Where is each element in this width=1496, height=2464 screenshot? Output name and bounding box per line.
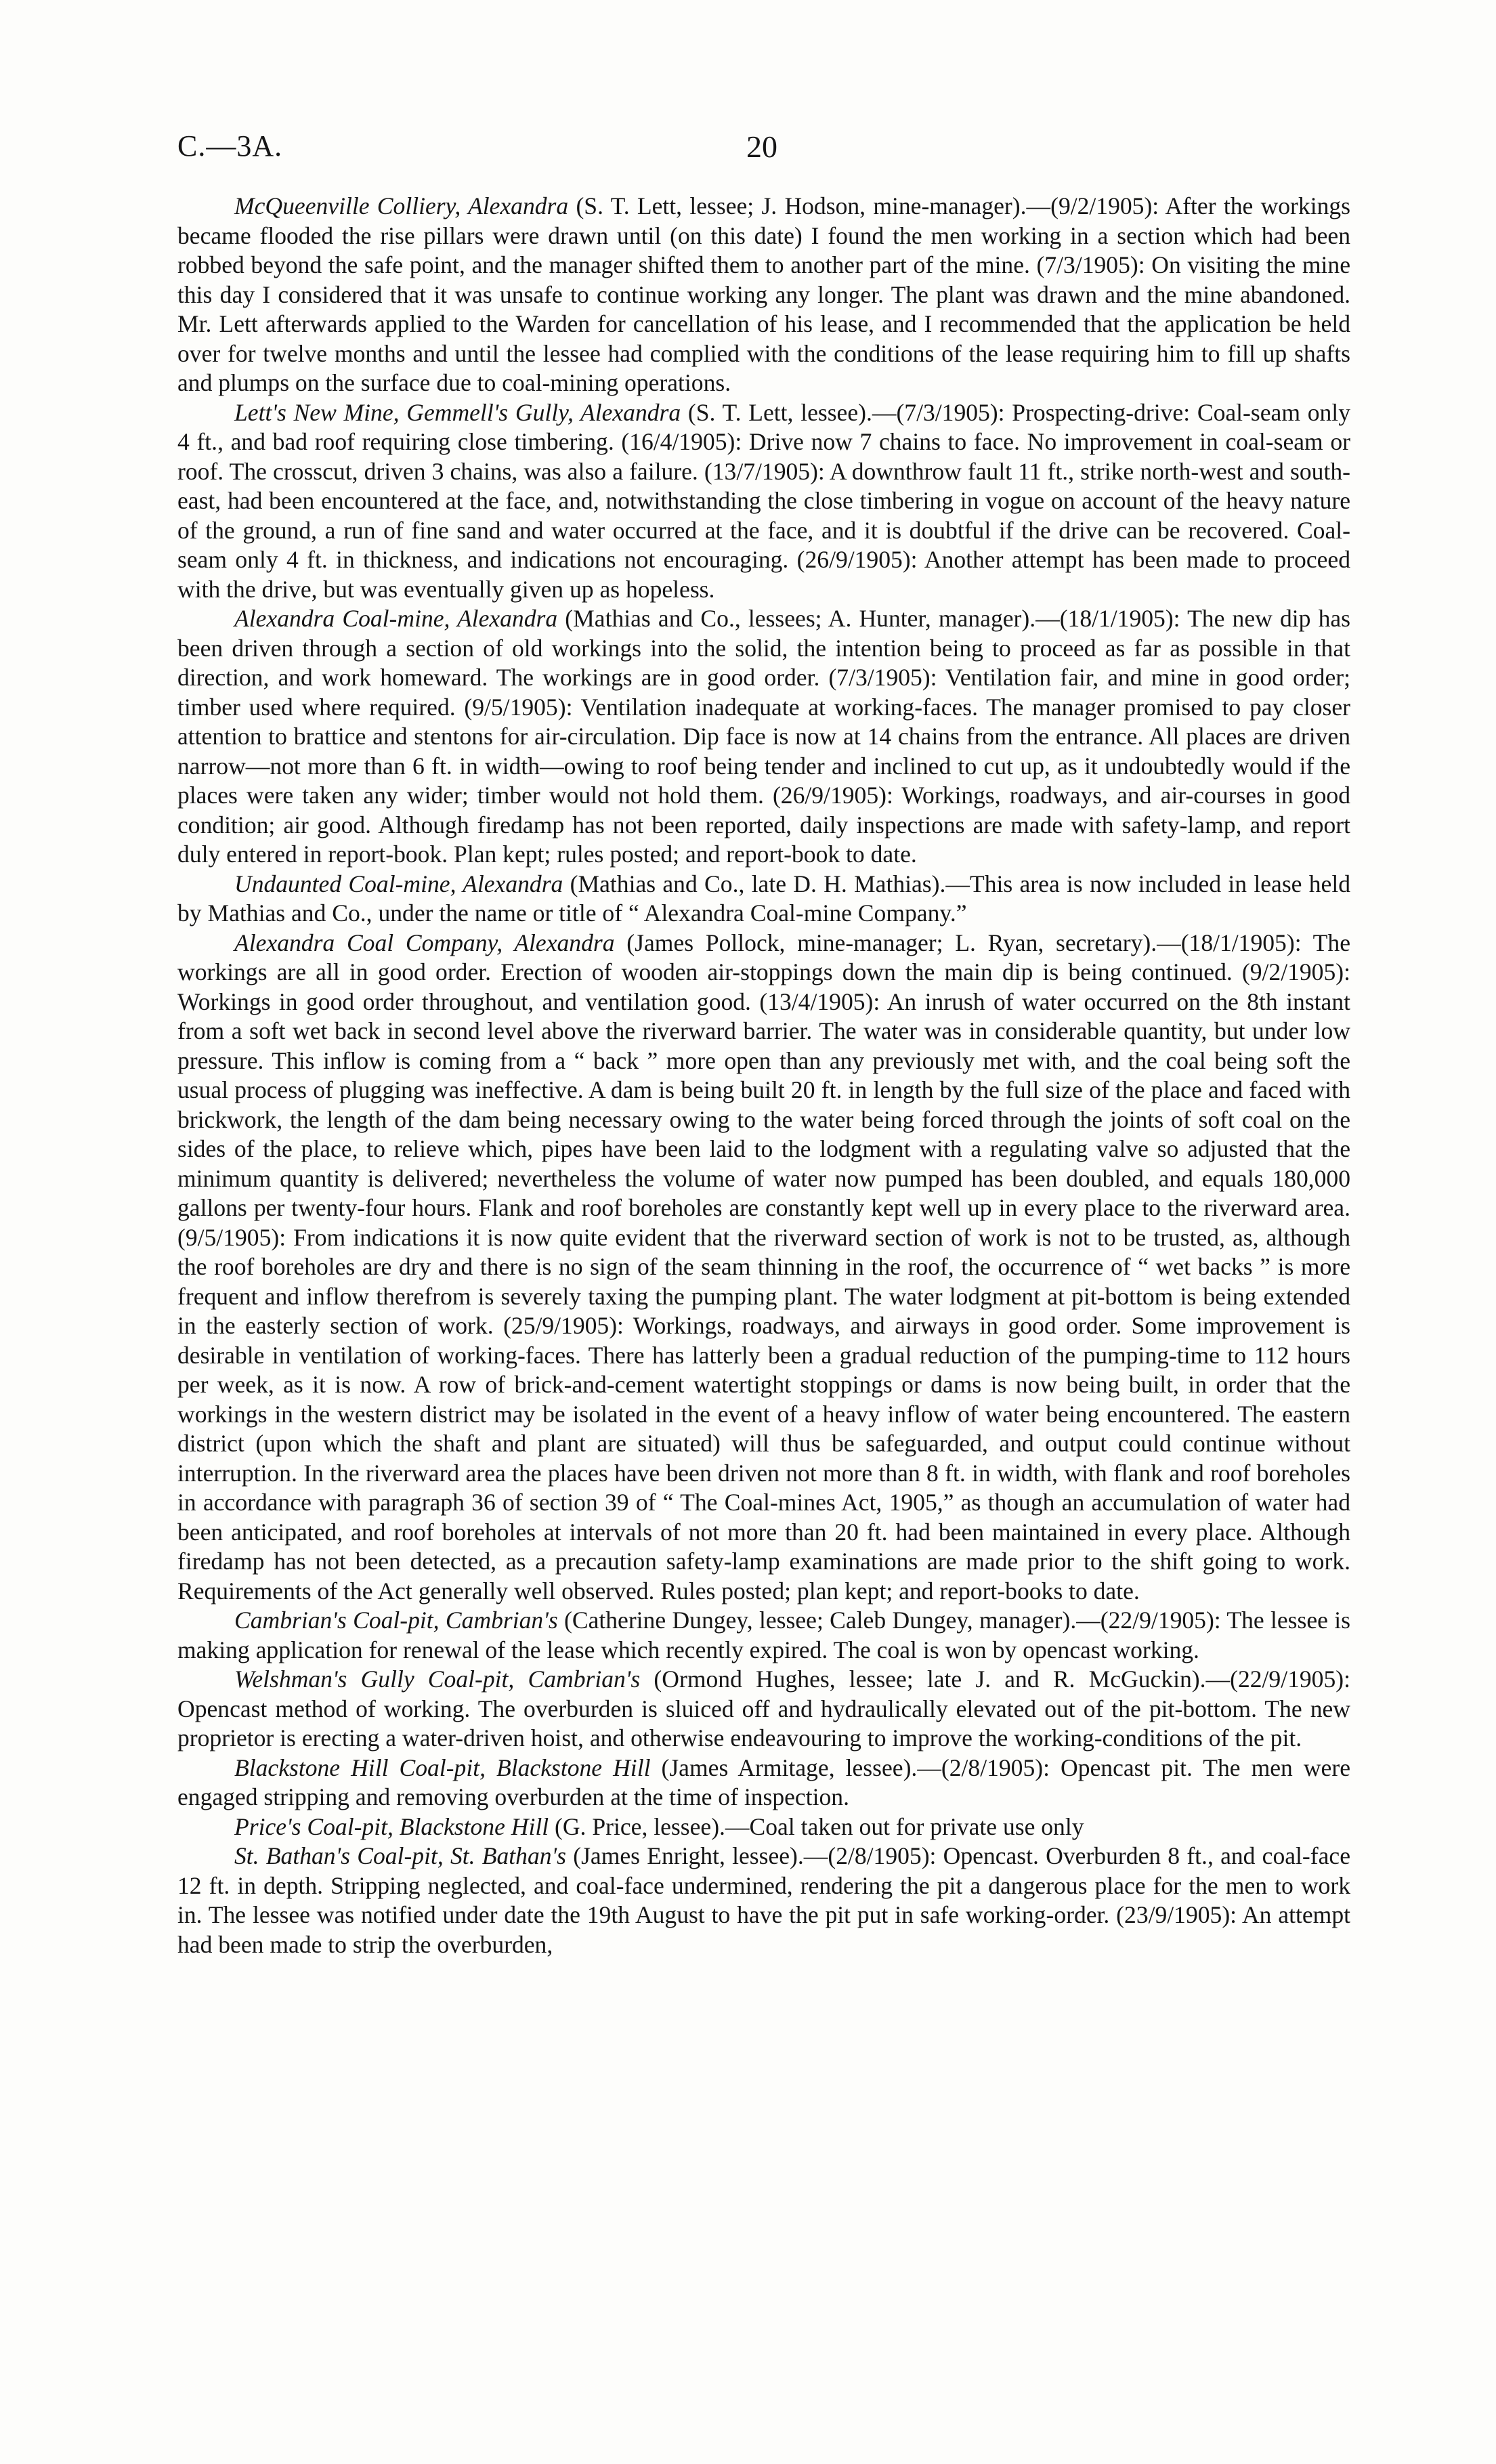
entry-text: (Catherine Dungey, lessee; Caleb Dungey, manager).—(22/9/1905): The lessee is making application for renewal of the lease which recently expired. The coal is won by opencast working. (177, 1607, 1350, 1663)
report-entry-alexandra-coal-company (177, 929, 1350, 1607)
entry-title: Alexandra Coal Company, Alexandra (234, 929, 615, 956)
entry-title: Blackstone Hill Coal-pit, Blackstone Hill (234, 1754, 651, 1781)
report-entry-welshmans-gully (177, 1665, 1350, 1754)
entry-title: McQueenville Colliery, Alexandra (234, 192, 569, 219)
entry-title: Undaunted Coal-mine, Alexandra (234, 870, 563, 897)
entry-title: Alexandra Coal-mine, Alexandra (234, 605, 558, 632)
entry-text: (James Armitage, lessee).—(2/8/1905): Opencast pit. The men were engaged stripping and removing overburden at the time of inspection. (177, 1754, 1350, 1810)
entry-text: (G. Price, lessee).—Coal taken out for private use only (549, 1812, 1084, 1840)
page-number: 20 (746, 129, 777, 164)
entry-text: (S. T. Lett, lessee).—(7/3/1905): Prospecting-drive: Coal-seam only 4 ft., and bad roof requiring close timbering. (16/4/1905): Drive now 7 chains to face. No improvement in coal-seam or roof. The crosscut, driven 3 chains, was also a failure. (13/7/1905): A downthrow fault 11 ft., strike north-west and south-east, had been encountered at the face, and, notwithstanding the close timbering in vogue on account of the heavy nature of the ground, a run of fine sand and water occurred at the face, and it is doubtful if the drive can be recovered. Coal-seam only 4 ft. in thickness, and indications not encouraging. (26/9/1905): Another attempt has been made to proceed with the drive, but was eventually given up as hopeless. (177, 398, 1350, 603)
document-reference: C.—3A. (177, 129, 283, 163)
report-entry-letts-new-mine (177, 398, 1350, 605)
report-entry-blackstone-hill (177, 1754, 1350, 1812)
report-entry-mcqueenville (177, 192, 1350, 398)
entry-title: Welshman's Gully Coal-pit, Cambrian's (234, 1665, 641, 1693)
report-entry-alexandra-coal-mine (177, 604, 1350, 870)
entry-text: (S. T. Lett, lessee; J. Hodson, mine-manager).—(9/2/1905): After the workings became flooded the rise pillars were drawn until (on this date) I found the men working in a section which had been robbed beyond the safe point, and the manager shifted them to another part of the mine. (7/3/1905): On visiting the mine this day I considered that it was unsafe to continue working any longer. The plant was drawn and the mine abandoned. Mr. Lett afterwards applied to the Warden for cancellation of his lease, and I recommended that the application be held over for twelve months and until the lessee had complied with the conditions of the lease requiring him to fill up shafts and plumps on the surface due to coal-mining operations. (177, 192, 1351, 396)
entry-title: Cambrian's Coal-pit, Cambrian's (234, 1607, 558, 1634)
entry-text: (James Enright, lessee).—(2/8/1905): Opencast. Overburden 8 ft., and coal-face 12 ft. in depth. Stripping neglected, and coal-face undermined, rendering the pit a dangerous place for the men to work in. The lessee was notified under date the 19th August to have the pit put in safe working-order. (23/9/1905): An attempt had been made to strip the overburden, (177, 1842, 1350, 1958)
report-entry-st-bathans (177, 1842, 1350, 1959)
page-header (177, 129, 1329, 176)
report-entry-cambrians (177, 1606, 1350, 1665)
report-entry-undaunted (177, 870, 1350, 929)
entry-title: St. Bathan's Coal-pit, St. Bathan's (234, 1842, 566, 1869)
entry-text: (Ormond Hughes, lessee; late J. and R. McGuckin).—(22/9/1905): Opencast method of working. The overburden is sluiced off and hydraulically elevated out of the pit-bottom. The new proprietor is erecting a water-driven hoist, and otherwise endeavouring to improve the working-conditions of the pit. (177, 1665, 1350, 1751)
report-entry-prices (177, 1812, 1350, 1842)
entry-text: (James Pollock, mine-manager; L. Ryan, secretary).—(18/1/1905): The workings are all in good order. Erection of wooden air-stoppings down the main dip is being continued. (9/2/1905): Workings in good order throughout, and ventilation good. (13/4/1905): An inrush of water occurred on the 8th instant from a soft wet back in second level above the riverward barrier. The water was in considerable quantity, but under low pressure. This inflow is coming from a “ back ” more open than any previously met with, and the coal being soft the usual process of plugging was ineffective. A dam is being built 20 ft. in length by the full size of the place and faced with brickwork, the length of the dam being necessary owing to the water being forced through the joints of soft coal on the sides of the place, to relieve which, pipes have been laid to the lodgment with a regulating valve so adjusted that the minimum quantity is delivered; nevertheless the volume of water now pumped has been doubled, and equals 180,000 gallons per twenty-four hours. Flank and roof boreholes are constantly kept well up in every place to the riverward area. (9/5/1905): From indications it is now quite evident that the riverward section of work is not to be trusted, as, although the roof boreholes are dry and there is no sign of the seam thinning in the roof, the occurrence of “ wet backs ” is more frequent and inflow therefrom is severely taxing the pumping plant. The water lodgment at pit-bottom is being extended in the easterly section of work. (25/9/1905): Workings, roadways, and airways in good order. Some improvement is desirable in ventilation of working-faces. There has latterly been a gradual reduction of the pumping-time to 112 hours per week, as it is now. A row of brick-and-cement watertight stoppings or dams is now being built, in order that the workings in the western district may be isolated in the event of a heavy inflow of water being encountered. The eastern district (upon which the shaft and plant are situated) will thus be safeguarded, and output could continue without interruption. In the riverward area the places have been driven not more than 8 ft. in width, with flank and roof boreholes in accordance with paragraph 36 of section 39 of “ The Coal-mines Act, 1905,” as though an accumulation of water had been anticipated, and roof boreholes at intervals of not more than 20 ft. had been maintained in every place. Although firedamp has not been detected, as a precaution safety-lamp examinations are made prior to the shift going to work. Requirements of the Act generally well observed. Rules posted; plan kept; and report-books to date. (177, 929, 1350, 1605)
entry-text: (Mathias and Co., late D. H. Mathias).—This area is now included in lease held by Mathias and Co., under the name or title of “ Alexandra Coal-mine Company.” (177, 870, 1351, 927)
entry-title: Price's Coal-pit, Blackstone Hill (234, 1812, 549, 1840)
report-body (177, 192, 1350, 1959)
entry-text: (Mathias and Co., lessees; A. Hunter, manager).—(18/1/1905): The new dip has been driven through a section of old workings into the solid, the intention being to proceed as far as possible in that direction, and work homeward. The workings are in good order. (7/3/1905): Ventilation fair, and mine in good order; timber used where required. (9/5/1905): Ventilation inadequate at working-faces. The manager promised to pay closer attention to brattice and stentons for air-circulation. Dip face is now at 14 chains from the entrance. All places are driven narrow—not more than 6 ft. in width—owing to roof being tender and inclined to cut up, as it undoubtedly would if the places were taken any wider; timber would not hold them. (26/9/1905): Workings, roadways, and air-courses in good condition; air good. Although firedamp has not been reported, daily inspections are made with safety-lamp, and report duly entered in report-book. Plan kept; rules posted; and report-book to date. (177, 605, 1350, 868)
entry-title: Lett's New Mine, Gemmell's Gully, Alexandra (234, 398, 681, 426)
